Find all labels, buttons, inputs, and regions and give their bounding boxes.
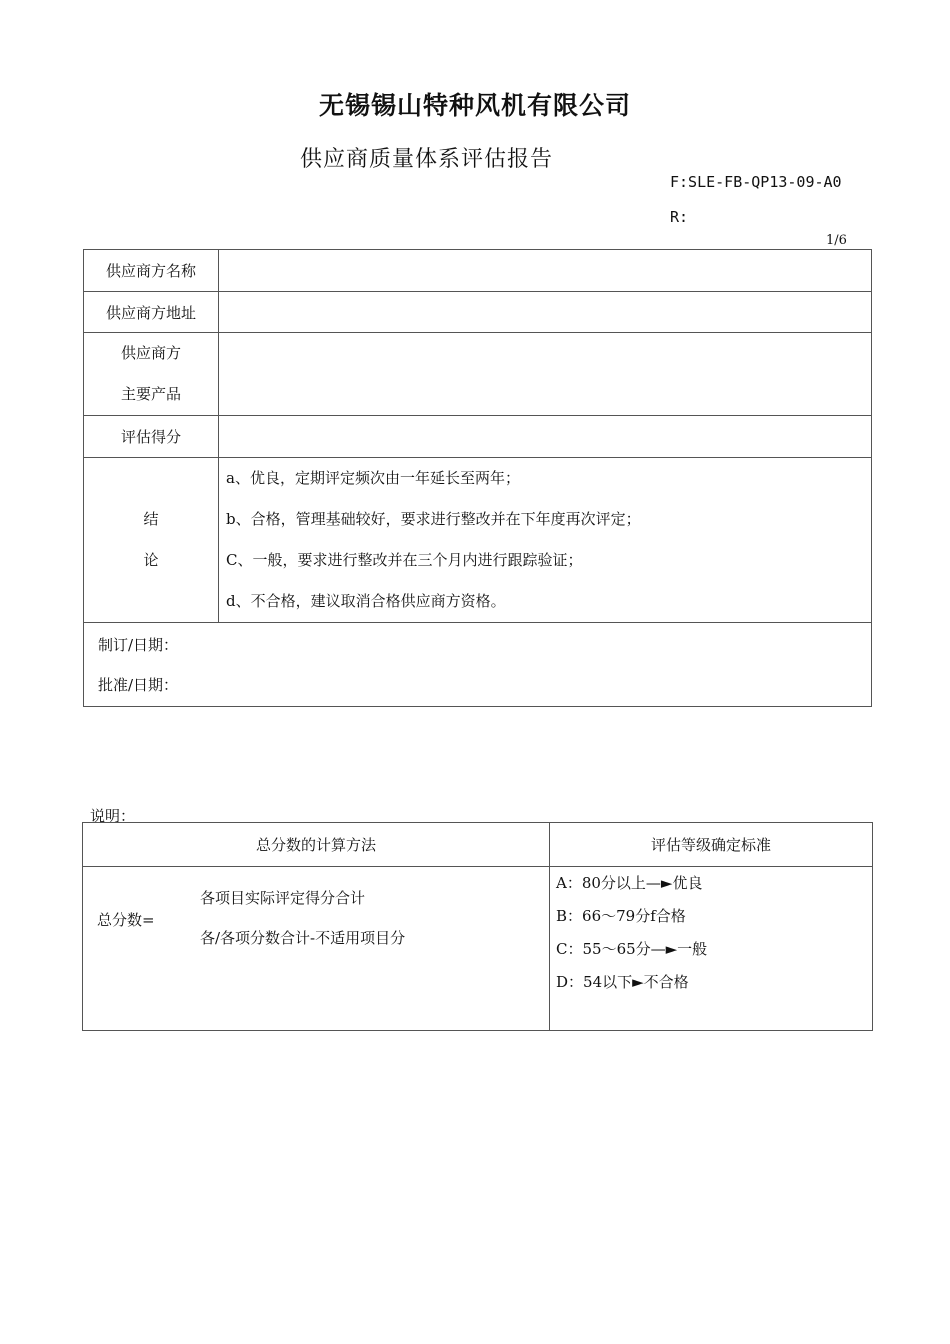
main-products-label-line2: 主要产品 xyxy=(120,385,181,403)
grade-a: A：80分以上—►优良 xyxy=(556,874,703,892)
supplier-name-field[interactable] xyxy=(219,250,872,292)
signature-cell xyxy=(84,623,872,707)
table-row xyxy=(83,867,873,1031)
conclusion-label-line1: 结 xyxy=(143,510,159,528)
conclusion-options xyxy=(219,458,872,623)
note-label: 说明： xyxy=(90,807,136,825)
calc-method-header: 总分数的计算方法 xyxy=(83,823,550,867)
main-products-label xyxy=(84,333,219,416)
score-formula xyxy=(83,867,549,1030)
conclusion-label xyxy=(84,458,219,623)
conclusion-option-a[interactable]: a、优良，定期评定频次由一年延长至两年； xyxy=(226,469,520,487)
supplier-address-field[interactable] xyxy=(219,292,872,333)
grade-b: B：66〜79分f合格 xyxy=(556,907,686,925)
score-label: 评估得分 xyxy=(84,416,219,458)
form-code: F:SLE-FB-QP13-09-A0 xyxy=(670,173,842,191)
approved-by-date[interactable]: 批准/日期： xyxy=(98,675,179,694)
score-field[interactable] xyxy=(219,416,872,458)
grade-c: C：55〜65分—►一般 xyxy=(556,940,708,958)
prepared-by-date[interactable]: 制订/日期： xyxy=(98,635,179,654)
table-header-row xyxy=(83,823,873,867)
grade-d: D：54以下►不合格 xyxy=(556,973,689,991)
table-row xyxy=(84,458,872,623)
page-number: 1/6 xyxy=(826,233,847,248)
conclusion-option-b[interactable]: b、合格，管理基础较好，要求进行整改并在下年度再次评定； xyxy=(226,510,641,528)
table-row xyxy=(84,292,872,333)
revision: R: xyxy=(670,208,689,226)
grade-standard-cell xyxy=(550,867,873,1031)
report-title: 供应商质量体系评估报告 xyxy=(300,147,554,172)
main-products-label-line1: 供应商方 xyxy=(120,344,181,362)
main-products-field[interactable] xyxy=(219,333,872,416)
table-row xyxy=(84,416,872,458)
grade-standard-header: 评估等级确定标准 xyxy=(550,823,873,867)
total-score-label: 总分数= xyxy=(97,911,155,929)
supplier-name-label: 供应商方名称 xyxy=(84,250,219,292)
formula-denominator: 各/各项分数合计-不适用项目分 xyxy=(200,929,406,947)
conclusion-label-line2: 论 xyxy=(143,551,159,569)
table-row xyxy=(84,333,872,416)
conclusion-option-d[interactable]: d、不合格，建议取消合格供应商方资格。 xyxy=(226,592,506,610)
supplier-address-label: 供应商方地址 xyxy=(84,292,219,333)
supplier-info-table xyxy=(83,249,872,707)
formula-numerator: 各项目实际评定得分合计 xyxy=(200,889,366,907)
company-name: 无锡锡山特种风机有限公司 xyxy=(318,91,631,120)
table-row xyxy=(84,623,872,707)
scoring-explanation-table xyxy=(82,822,873,1031)
calc-method-cell xyxy=(83,867,550,1031)
table-row xyxy=(84,250,872,292)
conclusion-option-c[interactable]: C、一般，要求进行整改并在三个月内进行跟踪验证； xyxy=(226,551,583,569)
